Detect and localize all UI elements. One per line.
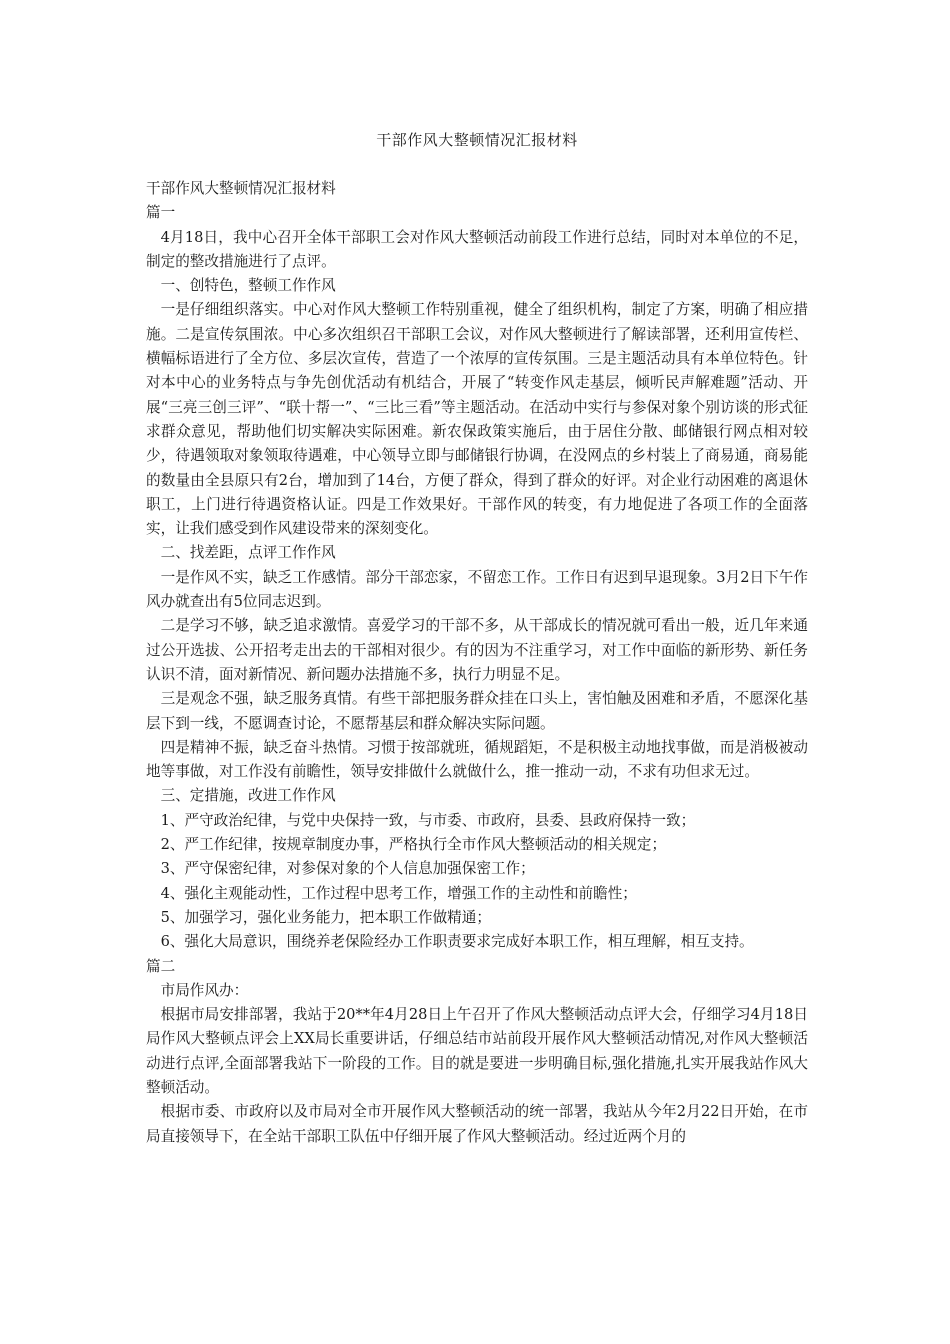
- document-paragraph: 一是作风不实，缺乏工作感情。部分干部恋家，不留恋工作。工作日有迟到早退现象。3月2日下午作风办就查出有5位同志迟到。: [146, 568, 808, 611]
- document-paragraph: 根据市局安排部署，我站于20**年4月28日上午召开了作风大整顿活动点评大会，仔细学习4月18日局作风大整顿点评会上XX局长重要讲话，仔细总结市站前段开展作风大整顿活动情况,对作风大整顿活动进行点评,全面部署我站下一阶段的工作。目的就是要进一步明确目标,强化措施,扎实开展我站作风大整顿活动。: [146, 1006, 808, 1096]
- document-paragraph: 1、严守政治纪律，与党中央保持一致，与市委、市政府，县委、县政府保持一致；: [160, 811, 696, 829]
- document-paragraph: 二、找差距，点评工作作风: [160, 544, 336, 562]
- document-paragraph: 3、严守保密纪律，对参保对象的个人信息加强保密工作；: [160, 860, 535, 878]
- document-paragraph: 2、严工作纪律，按规章制度办事，严格执行全市作风大整顿活动的相关规定；: [160, 836, 667, 854]
- document-paragraph: 篇二: [146, 957, 176, 975]
- document-paragraph: 三、定措施，改进工作作风: [160, 787, 336, 805]
- document-paragraph: 四是精神不振，缺乏奋斗热情。习惯于按部就班，循规蹈矩，不是积极主动地找事做，而是消极被动地等事做，对工作没有前瞻性，领导安排做什么就做什么，推一推动一动，不求有功但求无过。: [146, 738, 808, 781]
- document-paragraph: 三是观念不强，缺乏服务真情。有些干部把服务群众挂在口头上，害怕触及困难和矛盾，不愿深化基层下到一线，不愿调查讨论，不愿帮基层和群众解决实际问题。: [146, 690, 808, 732]
- document-paragraph: 4月18日，我中心召开全体干部职工会对作风大整顿活动前段工作进行总结，同时对本单位的不足，制定的整改措施进行了点评。: [146, 228, 808, 270]
- document-paragraph: 干部作风大整顿情况汇报材料: [146, 180, 336, 197]
- document-paragraph: 二是学习不够，缺乏追求激情。喜爱学习的干部不多，从干部成长的情况就可看出一般，近几年来通过公开选拔、公开招考走出去的干部相对很少。有的因为不注重学习，对工作中面临的新形势、新任务认识不清，面对新情况、新问题办法措施不多，执行力明显不足。: [146, 617, 808, 683]
- document-paragraph: 6、强化大局意识，围绕养老保险经办工作职责要求完成好本职工作，相互理解，相互支持。: [160, 933, 754, 951]
- document-paragraph: 市局作风办：: [160, 981, 249, 999]
- document-body: [146, 177, 808, 1149]
- document-paragraph: 5、加强学习，强化业务能力，把本职工作做精通；: [160, 908, 491, 926]
- document-paragraph: 一、创特色，整顿工作作风: [160, 277, 336, 295]
- document-paragraph: 一是仔细组织落实。中心对作风大整顿工作特别重视，健全了组织机构，制定了方案，明确了相应措施。二是宣传氛围浓。中心多次组织召干部职工会议，对作风大整顿进行了解读部署，还利用宣传栏、横幅标语进行了全方位、多层次宣传，营造了一个浓厚的宣传氛围。三是主题活动具有本单位特色。针对本中心的业务特点与争先创优活动有机结合，开展了“转变作风走基层，倾听民声解难题”活动、开展“三亮三创三评”、“联十帮一”、“三比三看”等主题活动。在活动中实行与参保对象个别访谈的形式征求群众意见，帮助他们切实解决实际困难。新农保政策实施后，由于居住分散、邮储银行网点相对较少，待遇领取对象领取待遇难，中心领导立即与邮储银行协调，在没网点的乡村装上了商易通，商易能的数量由全县原只有2台，增加到了14台，方便了群众，得到了群众的好评。对企业行动困难的离退休职工，上门进行待遇资格认证。四是工作效果好。干部作风的转变，有力地促进了各项工作的全面落实，让我们感受到作风建设带来的深刻变化。: [146, 301, 808, 538]
- document-title: 干部作风大整顿情况汇报材料: [376, 131, 578, 149]
- document-paragraph: 篇一: [146, 204, 176, 222]
- document-paragraph: 4、强化主观能动性，工作过程中思考工作，增强工作的主动性和前瞻性；: [160, 884, 637, 902]
- document-paragraph: 根据市委、市政府以及市局对全市开展作风大整顿活动的统一部署，我站从今年2月22日开始，在市局直接领导下，在全站干部职工队伍中仔细开展了作风大整顿活动。经过近两个月的: [146, 1103, 808, 1145]
